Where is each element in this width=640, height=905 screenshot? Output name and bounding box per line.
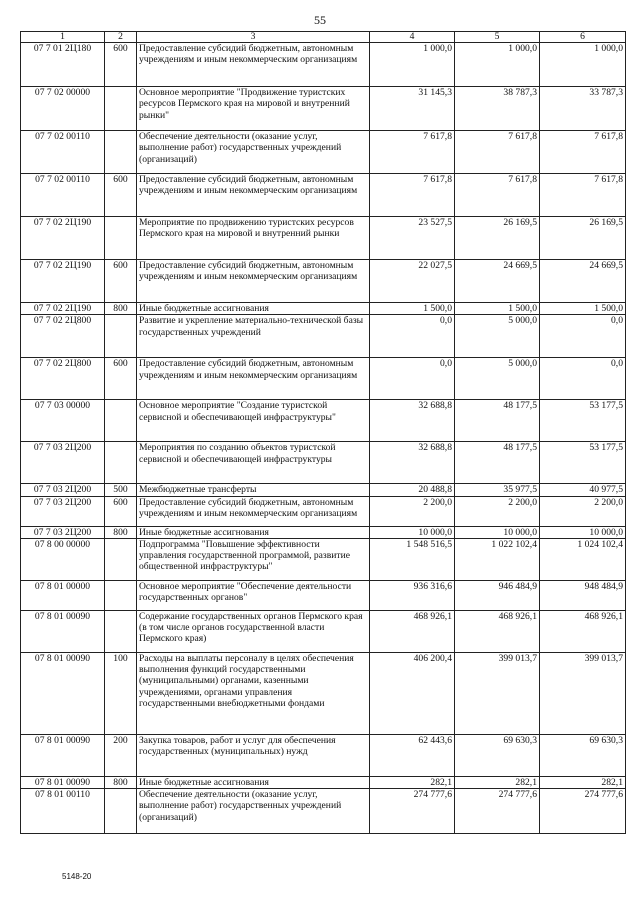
row-value-col5: 5 000,0 — [455, 315, 540, 358]
row-name: Мероприятия по созданию объектов туристской сервисной и обеспечивающей инфраструктуры — [137, 442, 370, 484]
row-expense-type — [105, 610, 137, 652]
row-expense-type: 800 — [105, 776, 137, 788]
row-value-col5: 2 200,0 — [455, 496, 540, 526]
row-code: 07 7 03 2Ц200 — [21, 496, 105, 526]
row-value-col6: 33 787,3 — [540, 87, 626, 131]
column-header: 6 — [540, 32, 626, 43]
row-value-col5: 7 617,8 — [455, 174, 540, 217]
row-expense-type — [105, 442, 137, 484]
row-value-col4: 0,0 — [370, 315, 455, 358]
row-value-col6: 69 630,3 — [540, 734, 626, 776]
row-expense-type — [105, 217, 137, 260]
row-expense-type: 200 — [105, 734, 137, 776]
row-value-col5: 282,1 — [455, 776, 540, 788]
row-code: 07 8 01 00090 — [21, 652, 105, 734]
row-value-col4: 1 548 516,5 — [370, 538, 455, 580]
row-value-col6: 399 013,7 — [540, 652, 626, 734]
row-code: 07 7 03 00000 — [21, 400, 105, 442]
column-header: 4 — [370, 32, 455, 43]
row-code: 07 7 02 00000 — [21, 87, 105, 131]
row-value-col6: 468 926,1 — [540, 610, 626, 652]
row-name: Иные бюджетные ассигнования — [137, 776, 370, 788]
row-value-col4: 2 200,0 — [370, 496, 455, 526]
table-row — [21, 496, 626, 526]
row-expense-type: 500 — [105, 484, 137, 496]
row-value-col5: 24 669,5 — [455, 260, 540, 303]
row-value-col6: 0,0 — [540, 358, 626, 400]
budget-table — [20, 31, 626, 834]
table-body — [21, 43, 626, 834]
row-value-col6: 948 484,9 — [540, 580, 626, 610]
page-number: 55 — [314, 13, 326, 27]
row-expense-type: 600 — [105, 43, 137, 87]
row-name: Обеспечение деятельности (оказание услуг, выполнение работ) государственных учреждений (организаций) — [137, 131, 370, 174]
row-value-col5: 48 177,5 — [455, 400, 540, 442]
row-value-col4: 23 527,5 — [370, 217, 455, 260]
row-code: 07 7 02 2Ц190 — [21, 260, 105, 303]
row-value-col6: 2 200,0 — [540, 496, 626, 526]
table-header-row — [21, 32, 626, 43]
row-value-col4: 7 617,8 — [370, 174, 455, 217]
table-row — [21, 776, 626, 788]
row-expense-type: 800 — [105, 526, 137, 538]
table-row — [21, 400, 626, 442]
row-name: Содержание государственных органов Пермского края (в том числе органов государственной власти Пермского края) — [137, 610, 370, 652]
row-value-col4: 936 316,6 — [370, 580, 455, 610]
row-value-col6: 7 617,8 — [540, 131, 626, 174]
table-row — [21, 217, 626, 260]
row-code: 07 7 03 2Ц200 — [21, 484, 105, 496]
row-value-col5: 69 630,3 — [455, 734, 540, 776]
row-code: 07 7 02 2Ц190 — [21, 217, 105, 260]
row-value-col5: 399 013,7 — [455, 652, 540, 734]
table-row — [21, 526, 626, 538]
row-value-col4: 1 000,0 — [370, 43, 455, 87]
row-value-col5: 274 777,6 — [455, 789, 540, 834]
table-row — [21, 87, 626, 131]
column-header: 2 — [105, 32, 137, 43]
row-value-col5: 10 000,0 — [455, 526, 540, 538]
table-row — [21, 442, 626, 484]
row-expense-type: 600 — [105, 358, 137, 400]
row-name: Основное мероприятие "Обеспечение деятельности государственных органов" — [137, 580, 370, 610]
row-value-col4: 0,0 — [370, 358, 455, 400]
row-name: Иные бюджетные ассигнования — [137, 526, 370, 538]
row-name: Предоставление субсидий бюджетным, автономным учреждениям и иным некоммерческим организациям — [137, 358, 370, 400]
row-name: Развитие и укрепление материально-технической базы государственных учреждений — [137, 315, 370, 358]
table-row — [21, 303, 626, 315]
row-name: Иные бюджетные ассигнования — [137, 303, 370, 315]
table-row — [21, 260, 626, 303]
table-row — [21, 538, 626, 580]
row-value-col4: 468 926,1 — [370, 610, 455, 652]
row-expense-type: 800 — [105, 303, 137, 315]
row-value-col4: 20 488,8 — [370, 484, 455, 496]
table-row — [21, 174, 626, 217]
table-row — [21, 610, 626, 652]
row-code: 07 8 00 00000 — [21, 538, 105, 580]
row-code: 07 8 01 00090 — [21, 776, 105, 788]
table-row — [21, 484, 626, 496]
table-row — [21, 789, 626, 834]
row-value-col5: 48 177,5 — [455, 442, 540, 484]
table-row — [21, 358, 626, 400]
row-expense-type — [105, 87, 137, 131]
row-value-col6: 1 024 102,4 — [540, 538, 626, 580]
row-value-col5: 5 000,0 — [455, 358, 540, 400]
row-expense-type — [105, 400, 137, 442]
row-name: Предоставление субсидий бюджетным, автономным учреждениям и иным некоммерческим организациям — [137, 496, 370, 526]
row-value-col5: 468 926,1 — [455, 610, 540, 652]
row-name: Межбюджетные трансферты — [137, 484, 370, 496]
row-expense-type: 600 — [105, 260, 137, 303]
row-name: Закупка товаров, работ и услуг для обеспечения государственных (муниципальных) нужд — [137, 734, 370, 776]
row-code: 07 7 02 00110 — [21, 174, 105, 217]
row-value-col6: 24 669,5 — [540, 260, 626, 303]
row-value-col5: 946 484,9 — [455, 580, 540, 610]
row-value-col4: 7 617,8 — [370, 131, 455, 174]
row-code: 07 7 03 2Ц200 — [21, 526, 105, 538]
row-value-col5: 38 787,3 — [455, 87, 540, 131]
row-name: Предоставление субсидий бюджетным, автономным учреждениям и иным некоммерческим организациям — [137, 260, 370, 303]
row-value-col6: 1 000,0 — [540, 43, 626, 87]
column-header: 5 — [455, 32, 540, 43]
table-row — [21, 131, 626, 174]
row-value-col4: 32 688,8 — [370, 442, 455, 484]
row-value-col6: 40 977,5 — [540, 484, 626, 496]
row-code: 07 7 03 2Ц200 — [21, 442, 105, 484]
row-expense-type: 100 — [105, 652, 137, 734]
row-name: Предоставление субсидий бюджетным, автономным учреждениям и иным некоммерческим организациям — [137, 43, 370, 87]
row-value-col5: 1 000,0 — [455, 43, 540, 87]
row-code: 07 8 01 00090 — [21, 610, 105, 652]
row-value-col4: 31 145,3 — [370, 87, 455, 131]
row-code: 07 7 01 2Ц180 — [21, 43, 105, 87]
row-value-col6: 10 000,0 — [540, 526, 626, 538]
row-code: 07 8 01 00090 — [21, 734, 105, 776]
column-header: 1 — [21, 32, 105, 43]
row-code: 07 7 02 2Ц190 — [21, 303, 105, 315]
row-value-col6: 0,0 — [540, 315, 626, 358]
row-name: Подпрограмма "Повышение эффективности управления государственной программой, развитие общественной инфраструктуры" — [137, 538, 370, 580]
row-expense-type — [105, 789, 137, 834]
row-value-col4: 274 777,6 — [370, 789, 455, 834]
row-value-col6: 282,1 — [540, 776, 626, 788]
row-value-col4: 22 027,5 — [370, 260, 455, 303]
table-row — [21, 43, 626, 87]
table-row — [21, 652, 626, 734]
row-expense-type: 600 — [105, 174, 137, 217]
row-value-col4: 10 000,0 — [370, 526, 455, 538]
row-expense-type — [105, 315, 137, 358]
row-value-col5: 1 500,0 — [455, 303, 540, 315]
row-name: Обеспечение деятельности (оказание услуг, выполнение работ) государственных учреждений (организаций) — [137, 789, 370, 834]
row-code: 07 8 01 00000 — [21, 580, 105, 610]
document-footer-code: 5148-20 — [62, 872, 92, 881]
row-name: Основное мероприятие "Продвижение туристских ресурсов Пермского края на мировой и внутренний рынки" — [137, 87, 370, 131]
row-value-col5: 1 022 102,4 — [455, 538, 540, 580]
row-value-col5: 26 169,5 — [455, 217, 540, 260]
row-value-col6: 53 177,5 — [540, 442, 626, 484]
row-value-col4: 1 500,0 — [370, 303, 455, 315]
row-expense-type: 600 — [105, 496, 137, 526]
row-expense-type — [105, 131, 137, 174]
row-value-col6: 274 777,6 — [540, 789, 626, 834]
row-value-col6: 53 177,5 — [540, 400, 626, 442]
row-value-col6: 26 169,5 — [540, 217, 626, 260]
row-value-col6: 7 617,8 — [540, 174, 626, 217]
row-code: 07 8 01 00110 — [21, 789, 105, 834]
row-expense-type — [105, 580, 137, 610]
row-code: 07 7 02 00110 — [21, 131, 105, 174]
row-expense-type — [105, 538, 137, 580]
row-name: Предоставление субсидий бюджетным, автономным учреждениям и иным некоммерческим организациям — [137, 174, 370, 217]
table-row — [21, 315, 626, 358]
row-value-col4: 62 443,6 — [370, 734, 455, 776]
row-value-col6: 1 500,0 — [540, 303, 626, 315]
row-code: 07 7 02 2Ц800 — [21, 358, 105, 400]
row-code: 07 7 02 2Ц800 — [21, 315, 105, 358]
row-name: Расходы на выплаты персоналу в целях обеспечения выполнения функций государственными (муниципальными) органами, казенными учреждениями, органами управления государственными внебюджетными фондами — [137, 652, 370, 734]
row-name: Основное мероприятие "Создание туристской сервисной и обеспечивающей инфраструктуры" — [137, 400, 370, 442]
column-header: 3 — [137, 32, 370, 43]
row-value-col4: 32 688,8 — [370, 400, 455, 442]
table-row — [21, 734, 626, 776]
row-value-col4: 282,1 — [370, 776, 455, 788]
row-value-col5: 7 617,8 — [455, 131, 540, 174]
table-row — [21, 580, 626, 610]
row-name: Мероприятие по продвижению туристских ресурсов Пермского края на мировой и внутренний рынки — [137, 217, 370, 260]
row-value-col5: 35 977,5 — [455, 484, 540, 496]
row-value-col4: 406 200,4 — [370, 652, 455, 734]
